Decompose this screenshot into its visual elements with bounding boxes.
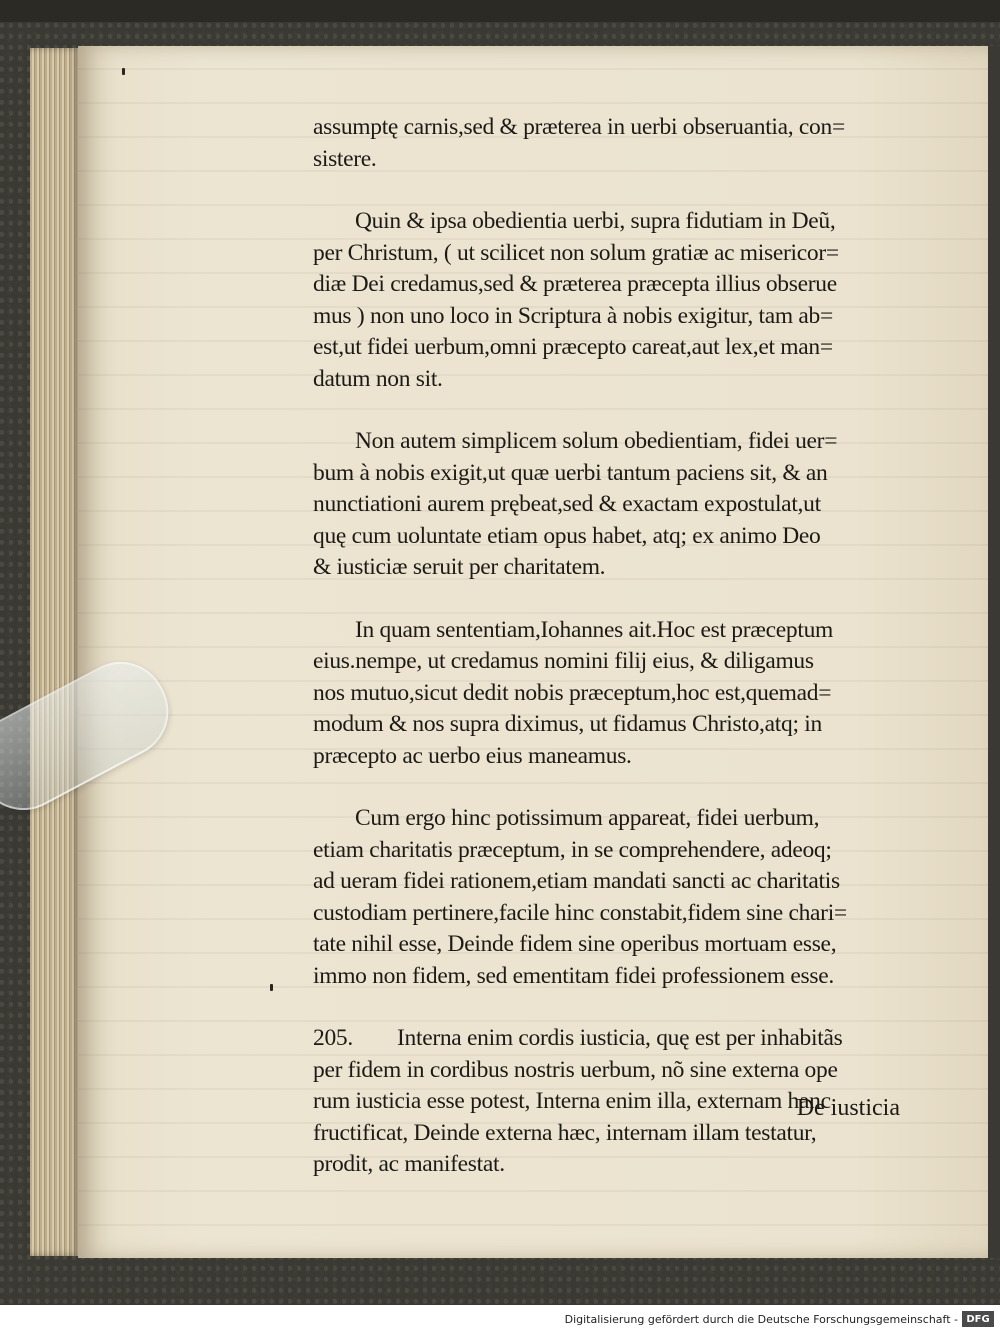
paragraph-3 bbox=[313, 426, 908, 584]
text-line: mus ) non uno loco in Scriptura à nobis exigitur, tam ab= bbox=[313, 302, 833, 329]
text-line: præcepto ac uerbo eius maneamus. bbox=[313, 742, 632, 769]
text-line: tate nihil esse, Deinde fidem sine operibus mortuam esse, bbox=[313, 931, 837, 957]
text-line: In quam sententiam,Iohannes ait.Hoc est præceptum bbox=[355, 616, 834, 643]
text-line: Cum ergo hinc potissimum appareat, fidei uerbum, bbox=[355, 805, 820, 831]
text-line-content: Interna enim cordis iusticia, quę est per inhabitãs bbox=[397, 1025, 843, 1051]
text-line: & iusticiæ seruit per charitatem. bbox=[313, 554, 606, 580]
paragraph-5 bbox=[313, 803, 908, 992]
speck-mark bbox=[270, 984, 273, 991]
text-line: prodit, ac manifestat. bbox=[313, 1151, 505, 1177]
text-line: modum & nos supra diximus, ut fidamus Christo,atq; in bbox=[313, 711, 822, 737]
text-line: sistere. bbox=[313, 145, 377, 172]
text-line: etiam charitatis præceptum, in se comprehendere, adeoq; bbox=[313, 836, 832, 863]
cover-edge bbox=[988, 46, 1000, 1258]
text-line: eius.nempe, ut credamus nomini filij eius, & diligamus bbox=[313, 648, 814, 674]
text-line bbox=[313, 1023, 908, 1055]
text-line: quę cum uoluntate etiam opus habet, atq; ex animo Deo bbox=[313, 522, 821, 549]
funding-credit: Digitalisierung gefördert durch die Deutsche Forschungsgemeinschaft - bbox=[564, 1313, 958, 1326]
speck-mark bbox=[122, 68, 125, 75]
text-line: diæ Dei credamus,sed & præterea præcepta illius obserue bbox=[313, 271, 837, 297]
text-line: ad ueram fidei rationem,etiam mandati sancti ac charitatis bbox=[313, 868, 840, 894]
section-marker: 205. bbox=[313, 1025, 353, 1051]
text-line: Non autem simplicem solum obedientiam, fidei uer= bbox=[355, 428, 838, 454]
text-line: datum non sit. bbox=[313, 365, 443, 392]
text-line: custodiam pertinere,facile hinc constabit,fidem sine chari= bbox=[313, 899, 847, 926]
text-line: est,ut fidei uerbum,omni præcepto careat,aut lex,et man= bbox=[313, 334, 833, 360]
text-line: bum à nobis exigit,ut quæ uerbi tantum paciens sit, & an bbox=[313, 459, 828, 486]
text-line: per Christum, ( ut scilicet non solum gratiæ ac misericor= bbox=[313, 239, 839, 266]
text-line: fructificat, Deinde externa hæc, internam illam testatur, bbox=[313, 1119, 817, 1146]
text-line: nos mutuo,sicut dedit nobis præceptum,hoc est,quemad= bbox=[313, 679, 832, 706]
text-line: assumptę carnis,sed & præterea in uerbi obseruantia, con= bbox=[313, 114, 845, 140]
text-line: per fidem in cordibus nostris uerbum, nõ sine externa ope bbox=[313, 1056, 838, 1083]
text-line: Quin & ipsa obedientia uerbi, supra fidutiam in Deũ, bbox=[355, 208, 836, 234]
paragraph-2 bbox=[313, 206, 908, 395]
footer-bar bbox=[0, 1305, 1000, 1333]
page-edges bbox=[30, 48, 82, 1256]
paragraph-1 bbox=[313, 112, 908, 175]
paragraph-4 bbox=[313, 615, 908, 773]
catchword: De iusticia bbox=[796, 1095, 900, 1121]
text-line: rum iusticia esse potest, Interna enim illa, externam hanc bbox=[313, 1088, 831, 1114]
dfg-logo: DFG bbox=[962, 1311, 994, 1327]
page-text bbox=[313, 112, 908, 1212]
text-line: nunctiationi aurem prębeat,sed & exactam expostulat,ut bbox=[313, 491, 821, 517]
text-line: immo non fidem, sed ementitam fidei professionem esse. bbox=[313, 962, 834, 989]
